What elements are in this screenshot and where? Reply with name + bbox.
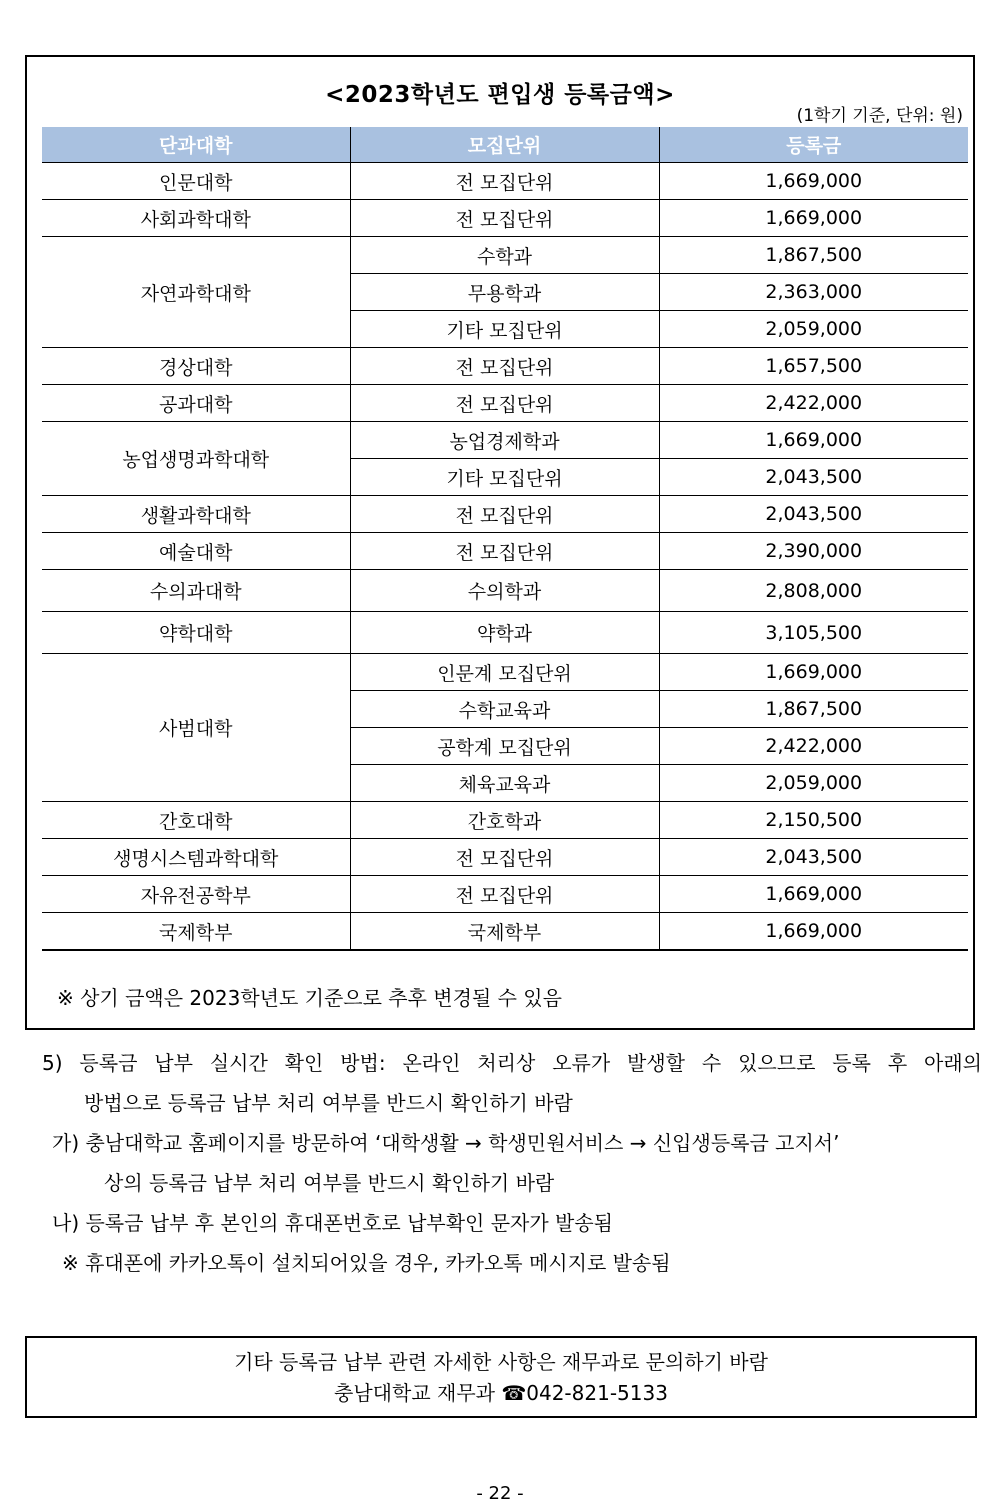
fee-cell: 1,657,500 [659, 348, 968, 385]
college-cell: 인문대학 [42, 163, 350, 200]
fee-cell: 2,808,000 [659, 570, 968, 612]
fee-cell: 2,422,000 [659, 728, 968, 765]
unit-cell: 수학과 [350, 237, 659, 274]
payment-check-method-heading: 5) 등록금 납부 실시간 확인 방법: 온라인 처리상 오류가 발생할 수 있으므로 등록 후 아래의 [42, 1051, 982, 1075]
fee-cell: 2,363,000 [659, 274, 968, 311]
table-row [42, 612, 968, 654]
contact-org: 충남대학교 재무과 [334, 1381, 495, 1405]
page-number: - 22 - [476, 1483, 524, 1504]
fee-table [42, 127, 968, 951]
unit-cell: 전 모집단위 [350, 348, 659, 385]
sms-confirmation-info: 나) 등록금 납부 후 본인의 휴대폰번호로 납부확인 문자가 발송됨 [52, 1211, 613, 1235]
table-row [42, 533, 968, 570]
table-row [42, 163, 968, 200]
payment-check-method-continued: 방법으로 등록금 납부 처리 여부를 반드시 확인하기 바람 [84, 1091, 573, 1115]
unit-cell: 전 모집단위 [350, 876, 659, 913]
table-row [42, 422, 968, 459]
table-row [42, 200, 968, 237]
phone-icon: ☎ [501, 1381, 527, 1405]
fee-cell: 2,150,500 [659, 802, 968, 839]
college-cell: 농업생명과학대학 [42, 422, 350, 496]
fee-table-unit: (1학기 기준, 단위: 원) [796, 106, 963, 126]
fee-cell: 1,867,500 [659, 237, 968, 274]
table-row [42, 237, 968, 274]
kakaotalk-note: ※ 휴대폰에 카카오톡이 설치되어있을 경우, 카카오톡 메시지로 발송됨 [62, 1251, 671, 1275]
fee-table-box [25, 55, 975, 1030]
college-cell: 국제학부 [42, 913, 350, 951]
table-header-row [42, 127, 968, 163]
unit-cell: 공학계 모집단위 [350, 728, 659, 765]
unit-cell: 인문계 모집단위 [350, 654, 659, 691]
fee-cell: 2,390,000 [659, 533, 968, 570]
fee-cell: 2,043,500 [659, 459, 968, 496]
homepage-check-instruction: 가) 충남대학교 홈페이지를 방문하여 ‘대학생활 → 학생민원서비스 → 신입생등록금 고지서’ [52, 1131, 840, 1155]
fee-cell: 1,867,500 [659, 691, 968, 728]
fee-cell: 1,669,000 [659, 422, 968, 459]
college-cell: 사범대학 [42, 654, 350, 802]
college-cell: 사회과학대학 [42, 200, 350, 237]
college-cell: 예술대학 [42, 533, 350, 570]
fee-cell: 1,669,000 [659, 163, 968, 200]
column-header-fee: 등록금 [659, 127, 968, 163]
college-cell: 약학대학 [42, 612, 350, 654]
college-cell: 자연과학대학 [42, 237, 350, 348]
fee-cell: 1,669,000 [659, 654, 968, 691]
fee-table-note: ※ 상기 금액은 2023학년도 기준으로 추후 변경될 수 있음 [57, 986, 562, 1010]
column-header-college: 단과대학 [42, 127, 350, 163]
fee-cell: 2,043,500 [659, 496, 968, 533]
table-row [42, 802, 968, 839]
unit-cell: 전 모집단위 [350, 385, 659, 422]
contact-box [25, 1336, 977, 1418]
fee-cell: 1,669,000 [659, 876, 968, 913]
college-cell: 수의과대학 [42, 570, 350, 612]
table-row [42, 496, 968, 533]
college-cell: 공과대학 [42, 385, 350, 422]
fee-cell: 1,669,000 [659, 913, 968, 951]
fee-cell: 3,105,500 [659, 612, 968, 654]
homepage-check-instruction-continued: 상의 등록금 납부 처리 여부를 반드시 확인하기 바람 [104, 1171, 555, 1195]
unit-cell: 간호학과 [350, 802, 659, 839]
contact-line [27, 1378, 975, 1409]
college-cell: 간호대학 [42, 802, 350, 839]
unit-cell: 수의학과 [350, 570, 659, 612]
unit-cell: 무용학과 [350, 274, 659, 311]
unit-cell: 수학교육과 [350, 691, 659, 728]
unit-cell: 기타 모집단위 [350, 459, 659, 496]
table-row [42, 348, 968, 385]
college-cell: 생활과학대학 [42, 496, 350, 533]
contact-phone: 042-821-5133 [526, 1381, 668, 1405]
unit-cell: 전 모집단위 [350, 200, 659, 237]
unit-cell: 기타 모집단위 [350, 311, 659, 348]
college-cell: 자유전공학부 [42, 876, 350, 913]
unit-cell: 농업경제학과 [350, 422, 659, 459]
fee-cell: 2,422,000 [659, 385, 968, 422]
unit-cell: 체육교육과 [350, 765, 659, 802]
table-row [42, 654, 968, 691]
college-cell: 생명시스템과학대학 [42, 839, 350, 876]
contact-message: 기타 등록금 납부 관련 자세한 사항은 재무과로 문의하기 바람 [234, 1350, 768, 1374]
table-row [42, 385, 968, 422]
table-row [42, 570, 968, 612]
unit-cell: 국제학부 [350, 913, 659, 951]
table-row [42, 913, 968, 951]
fee-cell: 1,669,000 [659, 200, 968, 237]
unit-cell: 전 모집단위 [350, 496, 659, 533]
table-row [42, 839, 968, 876]
unit-cell: 전 모집단위 [350, 163, 659, 200]
fee-table-title: <2023학년도 편입생 등록금액> [325, 82, 675, 108]
payment-info-section [42, 1043, 982, 1283]
fee-cell: 2,059,000 [659, 765, 968, 802]
table-row [42, 876, 968, 913]
fee-cell: 2,059,000 [659, 311, 968, 348]
unit-cell: 약학과 [350, 612, 659, 654]
column-header-unit: 모집단위 [350, 127, 659, 163]
fee-cell: 2,043,500 [659, 839, 968, 876]
unit-cell: 전 모집단위 [350, 533, 659, 570]
college-cell: 경상대학 [42, 348, 350, 385]
unit-cell: 전 모집단위 [350, 839, 659, 876]
